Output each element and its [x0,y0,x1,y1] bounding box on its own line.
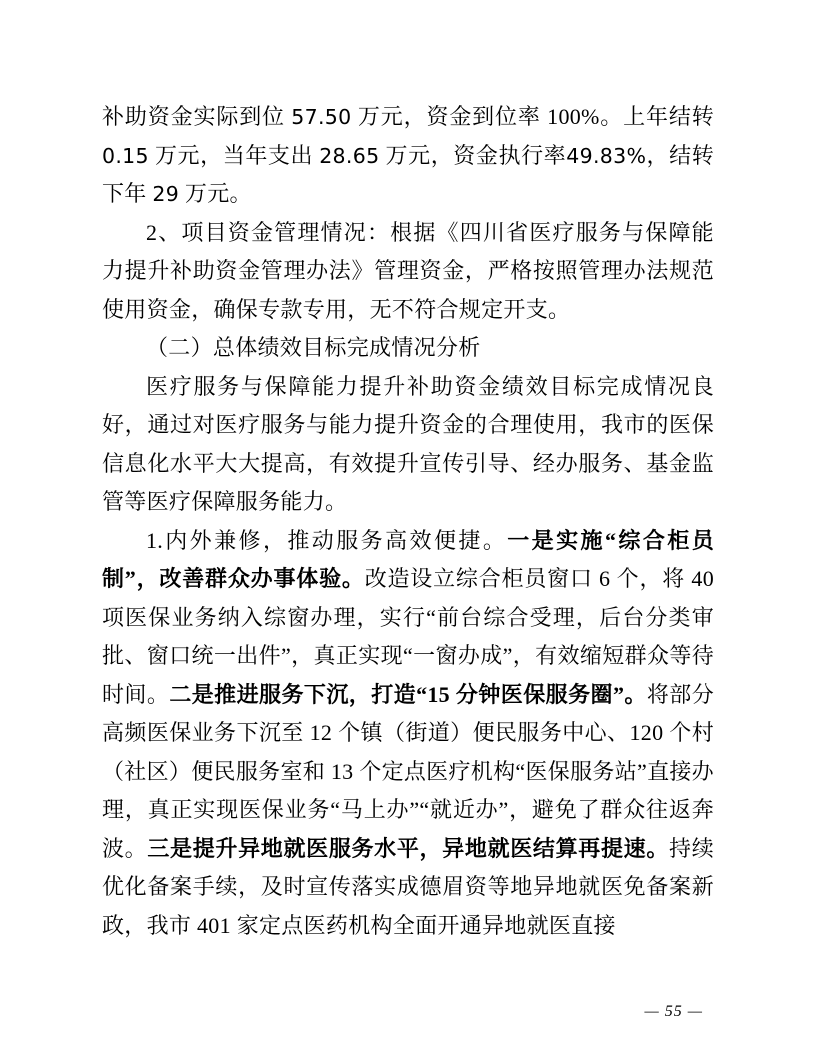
text-segment-normal: 2、项目资金管理情况：根据《四川省医疗服务与保障能力提升补助资金管理办法》管理资金，严格按照管理办法规范使用资金，确保专款专用，无不符合规定开支。 [102,219,714,322]
text-segment-bold: 二是推进服务下沉，打造“15 分钟医保服务圈”。 [169,681,647,707]
text-segment-bold: 一是实施“综合柜员制”，改善群众办事体验。 [102,527,714,591]
text-segment-num: 49.83% [566,143,647,168]
text-segment-normal: 改造设立综合柜员窗口 6 个，将 40 项医保业务纳入综窗办理，实行“前台综合受理，后台分类审批、窗口统一出件”，真正实现“一窗办成”，有效缩短群众等待时间。 [102,566,714,707]
heading-overall-performance-analysis [102,329,714,368]
text-segment-normal: 万元。 [179,181,252,206]
page-footer [645,1003,703,1021]
text-segment-normal: 万元，资金到位率 100%。上年结转 [351,104,714,129]
text-segment-normal: ，结转下年 [102,142,715,206]
text-segment-normal: 万元，当年支出 [148,142,320,168]
text-segment-bold: 三是提升异地就医服务水平，异地就医结算再提速。 [147,835,670,861]
page-number: — 55 — [644,1003,703,1020]
para-service-efficiency-measures [102,522,714,946]
text-segment-normal: 万元，资金执行率 [379,142,567,168]
text-segment-normal: 持续优化备案手续，及时宣传落实成德眉资等地异地就医免备案新政，我市 401 家定点医药机构全面开通异地就医直接 [102,835,714,938]
text-segment-num: 29 [152,182,180,206]
para-fund-management [102,214,714,330]
text-segment-normal: 将部分高频医保业务下沉至 12 个镇（街道）便民服务中心、120 个村（社区）便民服务室和 13 个定点医疗机构“医保服务站”直接办理，真正实现医保业务“马上办”“就近办”，避免了群众往返奔波。 [102,681,714,861]
para-fund-arrival-continuation [102,98,714,214]
text-segment-normal: 补助资金实际到位 [102,104,292,129]
text-segment-num: 57.50 [291,105,352,129]
para-overall-completion [102,368,714,522]
text-segment-kai: 1.内外兼修，推动服务高效便捷。 [146,527,508,553]
text-segment-num: 28.65 [319,143,380,168]
document-body [102,98,714,945]
text-segment-kai: （二）总体绩效目标完成情况分析 [146,335,481,360]
text-segment-num: 0.15 [102,143,149,168]
text-segment-normal: 医疗服务与保障能力提升补助资金绩效目标完成情况良好，通过对医疗服务与能力提升资金的合理使用，我市的医保信息化水平大大提高，有效提升宣传引导、经办服务、基金监管等医疗保障服务能力。 [102,373,714,514]
